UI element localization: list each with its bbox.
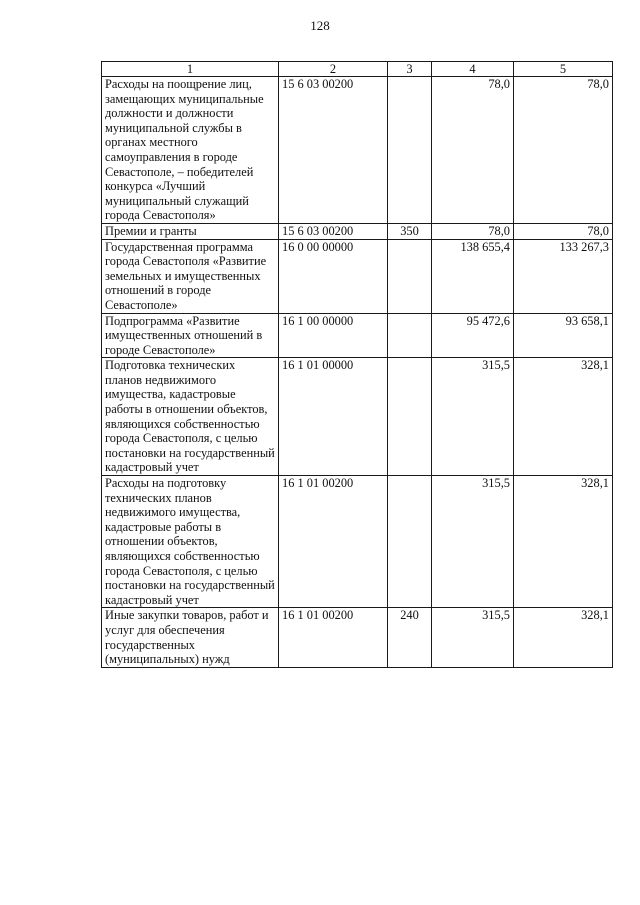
row-name: Расходы на подготовку технических планов недвижимого имущества, кадастровые работы в отношении объектов, являющихся собственностью города Севастополя, с целью постановки на государственный кадастровый учет [102,476,279,608]
row-value-col4: 78,0 [432,223,514,239]
row-expense-type [388,77,432,224]
table-row [102,476,613,608]
row-value-col5: 328,1 [514,476,613,608]
header-row [102,62,613,77]
row-code: 16 1 01 00200 [279,608,388,667]
row-code: 16 0 00 00000 [279,239,388,313]
row-name: Подпрограмма «Развитие имущественных отношений в городе Севастополе» [102,313,279,358]
row-name: Государственная программа города Севастополя «Развитие земельных и имущественных отношений в городе Севастополе» [102,239,279,313]
row-value-col5: 78,0 [514,223,613,239]
row-expense-type: 350 [388,223,432,239]
row-value-col4: 95 472,6 [432,313,514,358]
row-expense-type [388,358,432,476]
table-row [102,358,613,476]
column-header-1: 1 [102,62,279,77]
row-name: Подготовка технических планов недвижимого имущества, кадастровые работы в отношении объектов, являющихся собственностью города Севастополя, с целью постановки на государственный кадастровый учет [102,358,279,476]
row-name: Премии и гранты [102,223,279,239]
table-row [102,77,613,224]
table-row [102,313,613,358]
row-expense-type [388,313,432,358]
budget-table [101,61,613,668]
row-value-col4: 315,5 [432,358,514,476]
table-row [102,223,613,239]
row-value-col4: 78,0 [432,77,514,224]
row-code: 16 1 01 00000 [279,358,388,476]
row-value-col5: 93 658,1 [514,313,613,358]
column-header-4: 4 [432,62,514,77]
row-expense-type: 240 [388,608,432,667]
row-code: 16 1 00 00000 [279,313,388,358]
column-header-3: 3 [388,62,432,77]
row-expense-type [388,476,432,608]
row-value-col5: 78,0 [514,77,613,224]
row-value-col4: 315,5 [432,476,514,608]
column-header-2: 2 [279,62,388,77]
page-number: 128 [310,18,330,33]
table-row [102,608,613,667]
column-header-5: 5 [514,62,613,77]
row-code: 15 6 03 00200 [279,223,388,239]
row-code: 16 1 01 00200 [279,476,388,608]
row-value-col5: 133 267,3 [514,239,613,313]
row-value-col5: 328,1 [514,608,613,667]
row-code: 15 6 03 00200 [279,77,388,224]
row-name: Расходы на поощрение лиц, замещающих муниципальные должности и должности муниципальной службы в органах местного самоуправления в городе Севастополе, – победителей конкурса «Лучший муниципальный служащий города Севастополя» [102,77,279,224]
row-value-col4: 315,5 [432,608,514,667]
row-expense-type [388,239,432,313]
row-value-col5: 328,1 [514,358,613,476]
row-value-col4: 138 655,4 [432,239,514,313]
row-name: Иные закупки товаров, работ и услуг для обеспечения государственных (муниципальных) нужд [102,608,279,667]
table-row [102,239,613,313]
